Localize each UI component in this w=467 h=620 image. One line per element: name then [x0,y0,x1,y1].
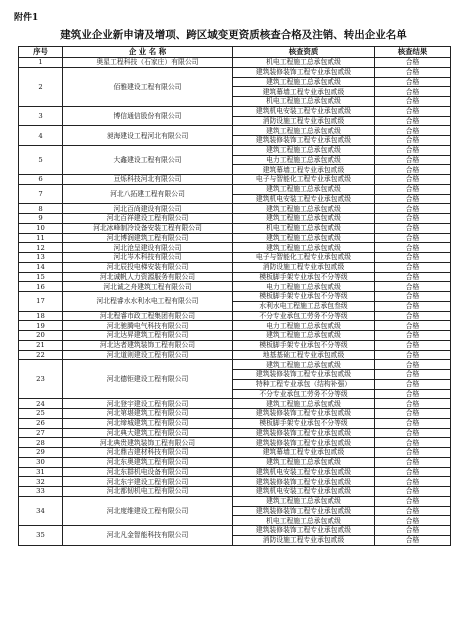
company-name: 河北东群机电设备有限公司 [63,467,233,477]
qualification: 建筑工程施工总承包贰级 [233,214,375,224]
check-result: 合格 [375,292,451,302]
qualification: 建筑装修装饰工程专业承包贰级 [233,370,375,380]
check-result: 合格 [375,243,451,253]
check-result: 合格 [375,67,451,77]
check-result: 合格 [375,389,451,399]
row-number: 10 [19,223,63,233]
qualification: 建筑装修装饰工程专业承包贰级 [233,136,375,146]
row-number: 14 [19,262,63,272]
qualification: 机电工程施工总承包贰级 [233,58,375,68]
row-number: 4 [19,126,63,146]
table-row [19,321,451,331]
qualification: 模板脚手架专业承包不分等级 [233,292,375,302]
table-row [19,477,451,487]
check-result: 合格 [375,379,451,389]
qualification: 地基基础工程专业承包贰级 [233,350,375,360]
company-name: 河北道则建设工程有限公司 [63,350,233,360]
qualification: 模板脚手架专业承包不分等级 [233,418,375,428]
check-result: 合格 [375,301,451,311]
company-name: 河北八拓建工程有限公司 [63,184,233,204]
qualification: 不分专业承包工劳务不分等级 [233,389,375,399]
row-number: 22 [19,350,63,360]
qualification-table [18,46,451,546]
qualification: 建筑工程施工总承包贰级 [233,204,375,214]
company-name: 河北都韧机电工程有限公司 [63,487,233,497]
company-name: 奥星工程科技（石家庄）有限公司 [63,58,233,68]
row-number: 5 [19,145,63,174]
header-result: 核查结果 [375,47,451,58]
table-row [19,223,451,233]
qualification: 电力工程施工总承包贰级 [233,282,375,292]
check-result: 合格 [375,233,451,243]
qualification: 建筑装修装饰工程专业承包贰级 [233,526,375,536]
check-result: 合格 [375,399,451,409]
check-result: 合格 [375,350,451,360]
row-number: 20 [19,331,63,341]
check-result: 合格 [375,282,451,292]
table-row [19,331,451,341]
table-row [19,467,451,477]
company-name: 河北博润建筑工程有限公司 [63,233,233,243]
row-number: 33 [19,487,63,497]
row-number: 35 [19,526,63,546]
check-result: 合格 [375,340,451,350]
company-name: 河北第堪建筑工程有限公司 [63,409,233,419]
row-number: 12 [19,243,63,253]
row-number: 32 [19,477,63,487]
table-row [19,487,451,497]
table-row [19,204,451,214]
row-number: 9 [19,214,63,224]
check-result: 合格 [375,438,451,448]
company-name: 河北东奥建筑工程有限公司 [63,457,233,467]
check-result: 合格 [375,311,451,321]
check-result: 合格 [375,467,451,477]
qualification: 建筑工程施工总承包贰级 [233,126,375,136]
company-name: 河北诚帆人力资源服务有限公司 [63,272,233,282]
table-row [19,175,451,185]
row-number: 3 [19,106,63,126]
row-number: 19 [19,321,63,331]
company-name: 河北百尚建设有限公司 [63,204,233,214]
company-name: 河北缔城建筑工程有限公司 [63,418,233,428]
company-name: 河北岑木科技有限公司 [63,253,233,263]
qualification: 建筑工程施工总承包贰级 [233,360,375,370]
row-number: 27 [19,428,63,438]
qualification: 建筑装修装饰工程专业承包贰级 [233,438,375,448]
row-number: 28 [19,438,63,448]
qualification: 建筑工程施工总承包贰级 [233,77,375,87]
qualification: 建筑工程施工总承包贰级 [233,331,375,341]
company-name: 河北辰投电梯安装有限公司 [63,262,233,272]
table-row [19,126,451,136]
qualification: 特种工程专业承包（结构补强） [233,379,375,389]
company-name: 博信通信股份有限公司 [63,106,233,126]
check-result: 合格 [375,487,451,497]
check-result: 合格 [375,516,451,526]
row-number: 25 [19,409,63,419]
company-name: 河北诚之舟建筑工程有限公司 [63,282,233,292]
table-row [19,428,451,438]
check-result: 合格 [375,87,451,97]
company-name: 河北冰峰制冷设备安装工程有限公司 [63,223,233,233]
qualification: 建筑工程施工总承包贰级 [233,233,375,243]
table-row [19,214,451,224]
table-row [19,145,451,155]
qualification: 机电工程施工总承包贰级 [233,516,375,526]
check-result: 合格 [375,370,451,380]
company-name: 佰雅建设工程有限公司 [63,67,233,106]
table-row [19,311,451,321]
qualification: 建筑工程施工总承包贰级 [233,399,375,409]
row-number: 2 [19,67,63,106]
row-number: 15 [19,272,63,282]
company-name: 河北典贵建筑装饰工程有限公司 [63,438,233,448]
table-row [19,496,451,506]
table-row [19,448,451,458]
check-result: 合格 [375,97,451,107]
check-result: 合格 [375,428,451,438]
table-row [19,418,451,428]
table-row [19,340,451,350]
qualification: 建筑工程施工总承包贰级 [233,457,375,467]
check-result: 合格 [375,253,451,263]
check-result: 合格 [375,457,451,467]
qualification: 建筑幕墙工程专业承包贰级 [233,448,375,458]
check-result: 合格 [375,262,451,272]
check-result: 合格 [375,184,451,194]
table-row [19,106,451,116]
header-company-name: 企 业 名 称 [63,47,233,58]
check-result: 合格 [375,165,451,175]
row-number: 8 [19,204,63,214]
document-title: 建筑业企业新申请及增项、跨区域变更资质核查合格及注销、转出企业名单 [60,29,407,41]
table-row [19,233,451,243]
table-row [19,184,451,194]
table-row [19,292,451,302]
table-row [19,409,451,419]
row-number: 17 [19,292,63,312]
company-name: 河北东宇建设工程有限公司 [63,477,233,487]
table-row [19,262,451,272]
qualification: 不分专业承包工劳务不分等级 [233,311,375,321]
qualification: 建筑机电安装工程专业承包贰级 [233,467,375,477]
check-result: 合格 [375,194,451,204]
table-row [19,282,451,292]
company-name: 河北登宇建设工程有限公司 [63,399,233,409]
row-number: 31 [19,467,63,477]
table-row [19,243,451,253]
qualification: 电子与智能化工程专业承包贰级 [233,253,375,263]
check-result: 合格 [375,204,451,214]
company-name: 大鑫建设工程有限公司 [63,145,233,174]
row-number: 23 [19,360,63,399]
company-name: 河北达昇建筑工程有限公司 [63,331,233,341]
qualification: 建筑机电安装工程专业承包贰级 [233,487,375,497]
row-number: 16 [19,282,63,292]
company-name: 河北沧呈建设有限公司 [63,243,233,253]
qualification: 消防设施工程专业承包贰级 [233,116,375,126]
row-number: 11 [19,233,63,243]
row-number: 21 [19,340,63,350]
check-result: 合格 [375,360,451,370]
attachment-label: 附件1 [14,13,39,23]
check-result: 合格 [375,506,451,516]
qualification: 消防设施工程专业承包贰级 [233,262,375,272]
row-number: 34 [19,496,63,525]
company-name: 亘烁科技河北有限公司 [63,175,233,185]
row-number: 6 [19,175,63,185]
qualification: 建筑机电安装工程专业承包贰级 [233,194,375,204]
qualification: 建筑幕墙工程专业承包贰级 [233,87,375,97]
company-name: 河北凡金智能科技有限公司 [63,526,233,546]
table-row [19,67,451,77]
table-header-row [19,47,451,58]
row-number: 1 [19,58,63,68]
qualification: 电子与智能化工程专业承包贰级 [233,175,375,185]
company-name: 河北典大建筑工程有限公司 [63,428,233,438]
check-result: 合格 [375,145,451,155]
check-result: 合格 [375,477,451,487]
check-result: 合格 [375,77,451,87]
table-row [19,526,451,536]
row-number: 29 [19,448,63,458]
table-row [19,457,451,467]
table-row [19,360,451,370]
company-name: 河北百祥建设工程有限公司 [63,214,233,224]
row-number: 26 [19,418,63,428]
company-name: 河北德钜建设工程有限公司 [63,360,233,399]
table-body [19,58,451,546]
table-row [19,272,451,282]
check-result: 合格 [375,272,451,282]
check-result: 合格 [375,535,451,545]
table-row [19,399,451,409]
qualification: 电力工程施工总承包贰级 [233,321,375,331]
check-result: 合格 [375,136,451,146]
company-name: 河北程睿水水利水电工程有限公司 [63,292,233,312]
check-result: 合格 [375,126,451,136]
table-row [19,350,451,360]
check-result: 合格 [375,409,451,419]
qualification: 机电工程施工总承包贰级 [233,97,375,107]
row-number: 13 [19,253,63,263]
company-name: 河北驰腾电气科技有限公司 [63,321,233,331]
check-result: 合格 [375,106,451,116]
table-row [19,58,451,68]
header-qualification: 核查资质 [233,47,375,58]
check-result: 合格 [375,526,451,536]
qualification: 模板脚手架专业承包不分等级 [233,340,375,350]
row-number: 7 [19,184,63,204]
row-number: 24 [19,399,63,409]
qualification: 建筑装修装饰工程专业承包贰级 [233,428,375,438]
company-name: 河北度维建设工程有限公司 [63,496,233,525]
check-result: 合格 [375,223,451,233]
qualification: 模板脚手架专业承包不分等级 [233,272,375,282]
qualification: 建筑机电安装工程专业承包贰级 [233,106,375,116]
check-result: 合格 [375,418,451,428]
check-result: 合格 [375,214,451,224]
qualification: 水利水电工程施工总承包叁级 [233,301,375,311]
table-row [19,253,451,263]
company-name: 昶海建设工程河北有限公司 [63,126,233,146]
check-result: 合格 [375,58,451,68]
qualification: 建筑幕墙工程专业承包贰级 [233,165,375,175]
qualification: 机电工程施工总承包贰级 [233,223,375,233]
company-name: 河北鼎吉建材科技有限公司 [63,448,233,458]
check-result: 合格 [375,331,451,341]
row-number: 18 [19,311,63,321]
check-result: 合格 [375,496,451,506]
qualification: 建筑工程施工总承包贰级 [233,184,375,194]
qualification: 建筑工程施工总承包贰级 [233,496,375,506]
header-no: 序号 [19,47,63,58]
qualification: 电力工程施工总承包贰级 [233,155,375,165]
qualification: 消防设施工程专业承包贰级 [233,535,375,545]
check-result: 合格 [375,175,451,185]
row-number: 30 [19,457,63,467]
qualification: 建筑工程施工总承包贰级 [233,145,375,155]
check-result: 合格 [375,448,451,458]
qualification: 建筑工程施工总承包贰级 [233,243,375,253]
company-name: 河北达者建筑装饰工程有限公司 [63,340,233,350]
company-name: 河北程睿市政工程集团有限公司 [63,311,233,321]
check-result: 合格 [375,155,451,165]
table-row [19,438,451,448]
check-result: 合格 [375,321,451,331]
qualification: 建筑装修装饰工程专业承包贰级 [233,67,375,77]
check-result: 合格 [375,116,451,126]
qualification: 建筑装修装饰工程专业承包贰级 [233,506,375,516]
qualification: 建筑装修装饰工程专业承包贰级 [233,477,375,487]
qualification: 建筑装修装饰工程专业承包贰级 [233,409,375,419]
